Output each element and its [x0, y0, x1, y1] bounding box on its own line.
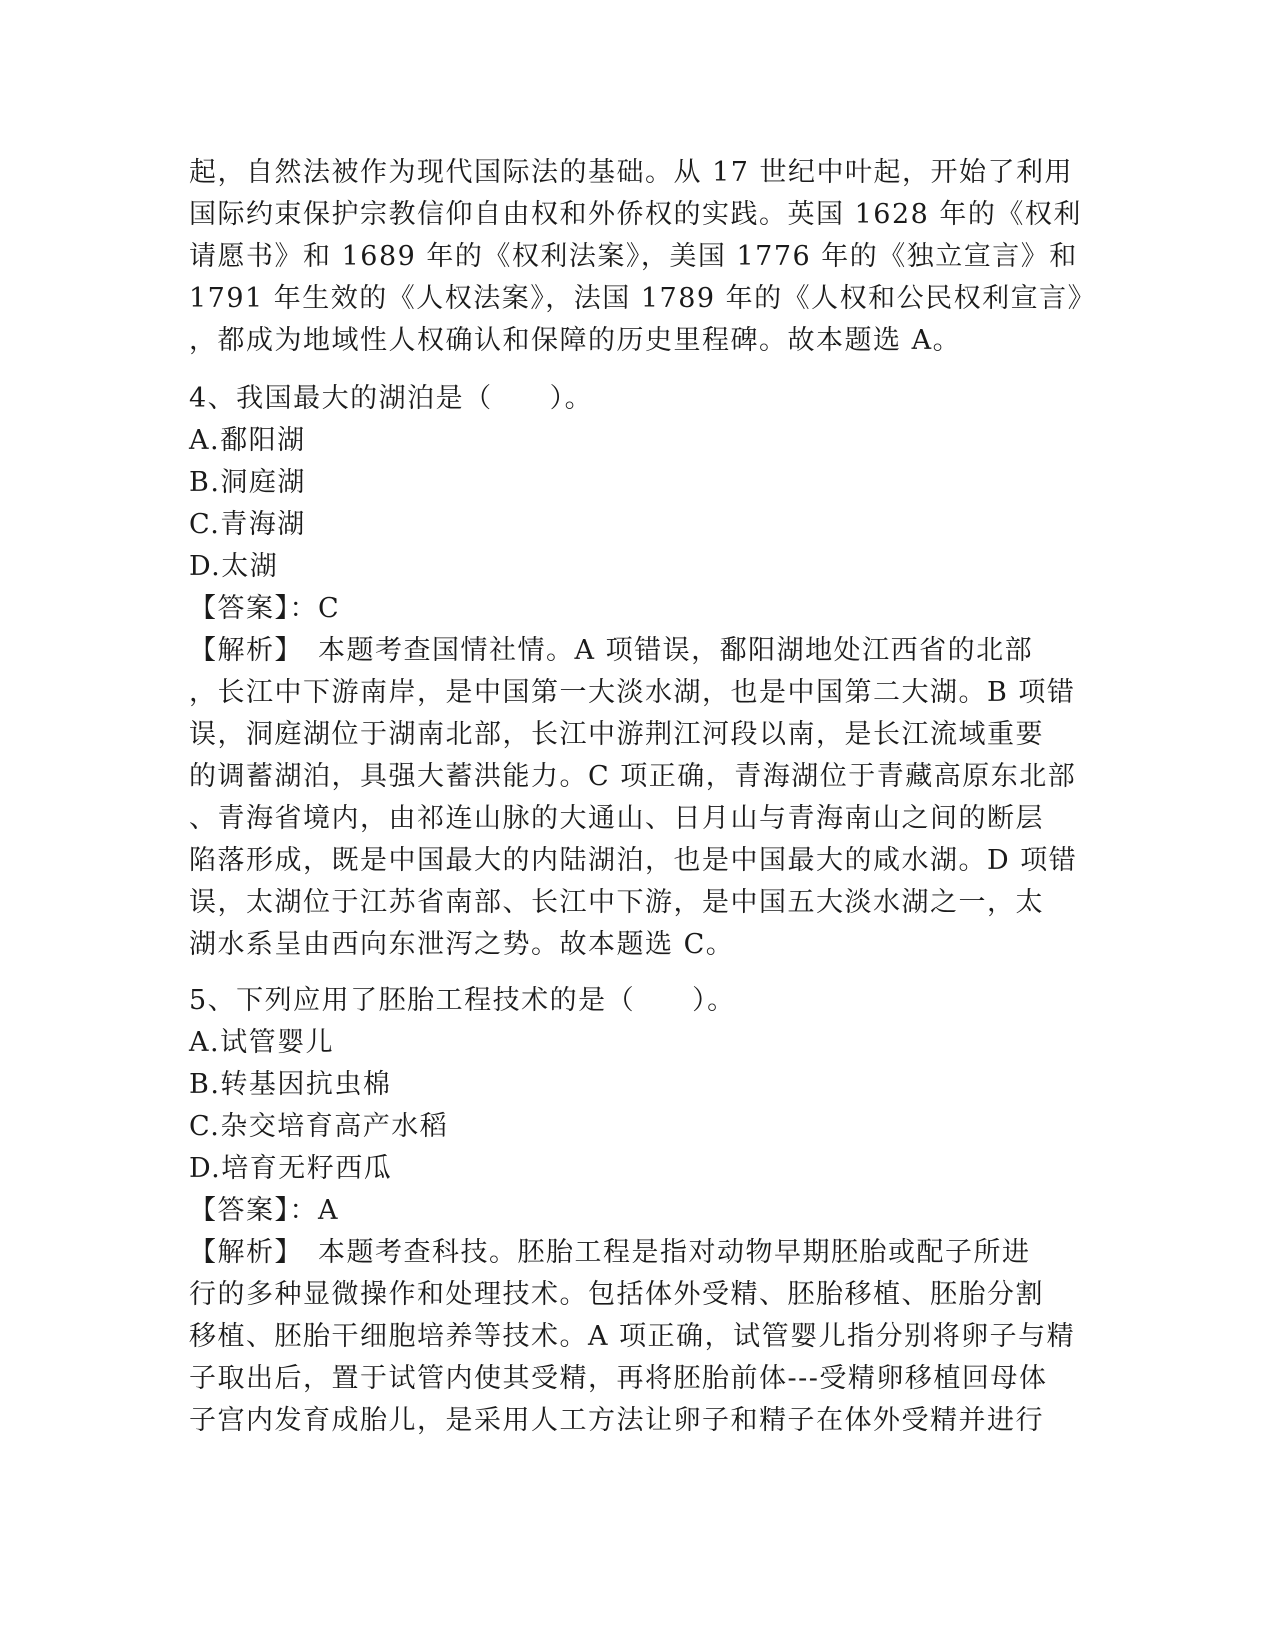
- analysis-line: ，长江中下游南岸，是中国第一大淡水湖，也是中国第二大湖。B 项错: [189, 677, 1076, 708]
- analysis-line: 误，洞庭湖位于湖南北部，长江中游荆江河段以南，是长江流域重要: [189, 719, 1044, 750]
- analysis-line: 子宫内发育成胎儿，是采用人工方法让卵子和精子在体外受精并进行: [189, 1405, 1044, 1436]
- text-line: 起，自然法被作为现代国际法的基础。从 17 世纪中叶起，开始了利用: [189, 157, 1074, 188]
- text-line: 请愿书》和 1689 年的《权利法案》，美国 1776 年的《独立宣言》和: [189, 241, 1078, 272]
- analysis-line: 湖水系呈由西向东泄泻之势。故本题选 C。: [189, 929, 735, 960]
- document-page: [189, 152, 1097, 1442]
- text-line: ，都成为地域性人权确认和保障的历史里程碑。故本题选 A。: [189, 325, 962, 356]
- text-line: 1791 年生效的《人权法案》，法国 1789 年的《人权和公民权利宣言》: [189, 283, 1097, 314]
- analysis-line: 【解析】 本题考查科技。胚胎工程是指对动物早期胚胎或配子所进: [189, 1237, 1031, 1268]
- option-c: C.青海湖: [189, 509, 306, 540]
- option-a: A.试管婴儿: [189, 1027, 335, 1058]
- analysis-line: 的调蓄湖泊，具强大蓄洪能力。C 项正确，青海湖位于青藏高原东北部: [189, 761, 1077, 792]
- option-b: B.洞庭湖: [189, 467, 306, 498]
- question-5: [189, 980, 1089, 1442]
- question-4: [189, 378, 1089, 966]
- text-line: 国际约束保护宗教信仰自由权和外侨权的实践。英国 1628 年的《权利: [189, 199, 1082, 230]
- answer-line: 【答案】：C: [189, 593, 341, 624]
- analysis-line: 子取出后，置于试管内使其受精，再将胚胎前体---受精卵移植回母体: [189, 1363, 1048, 1394]
- option-c: C.杂交培育高产水稻: [189, 1111, 449, 1142]
- option-d: D.太湖: [189, 551, 279, 582]
- analysis-line: 【解析】 本题考查国情社情。A 项错误，鄱阳湖地处江西省的北部: [189, 635, 1034, 666]
- option-a: A.鄱阳湖: [189, 425, 306, 456]
- option-b: B.转基因抗虫棉: [189, 1069, 392, 1100]
- analysis-line: 、青海省境内，由祁连山脉的大通山、日月山与青海南山之间的断层: [189, 803, 1044, 834]
- analysis-line: 陷落形成，既是中国最大的内陆湖泊，也是中国最大的咸水湖。D 项错: [189, 845, 1078, 876]
- question-stem: 4、我国最大的湖泊是（ ）。: [189, 383, 594, 414]
- analysis-line: 行的多种显微操作和处理技术。包括体外受精、胚胎移植、胚胎分割: [189, 1279, 1044, 1310]
- question-stem: 5、下列应用了胚胎工程技术的是（ ）。: [189, 985, 736, 1016]
- previous-explanation: [189, 152, 1097, 362]
- analysis-line: 移植、胚胎干细胞培养等技术。A 项正确，试管婴儿指分别将卵子与精: [189, 1321, 1076, 1352]
- analysis-line: 误，太湖位于江苏省南部、长江中下游，是中国五大淡水湖之一，太: [189, 887, 1044, 918]
- option-d: D.培育无籽西瓜: [189, 1153, 393, 1184]
- answer-line: 【答案】：A: [189, 1195, 339, 1226]
